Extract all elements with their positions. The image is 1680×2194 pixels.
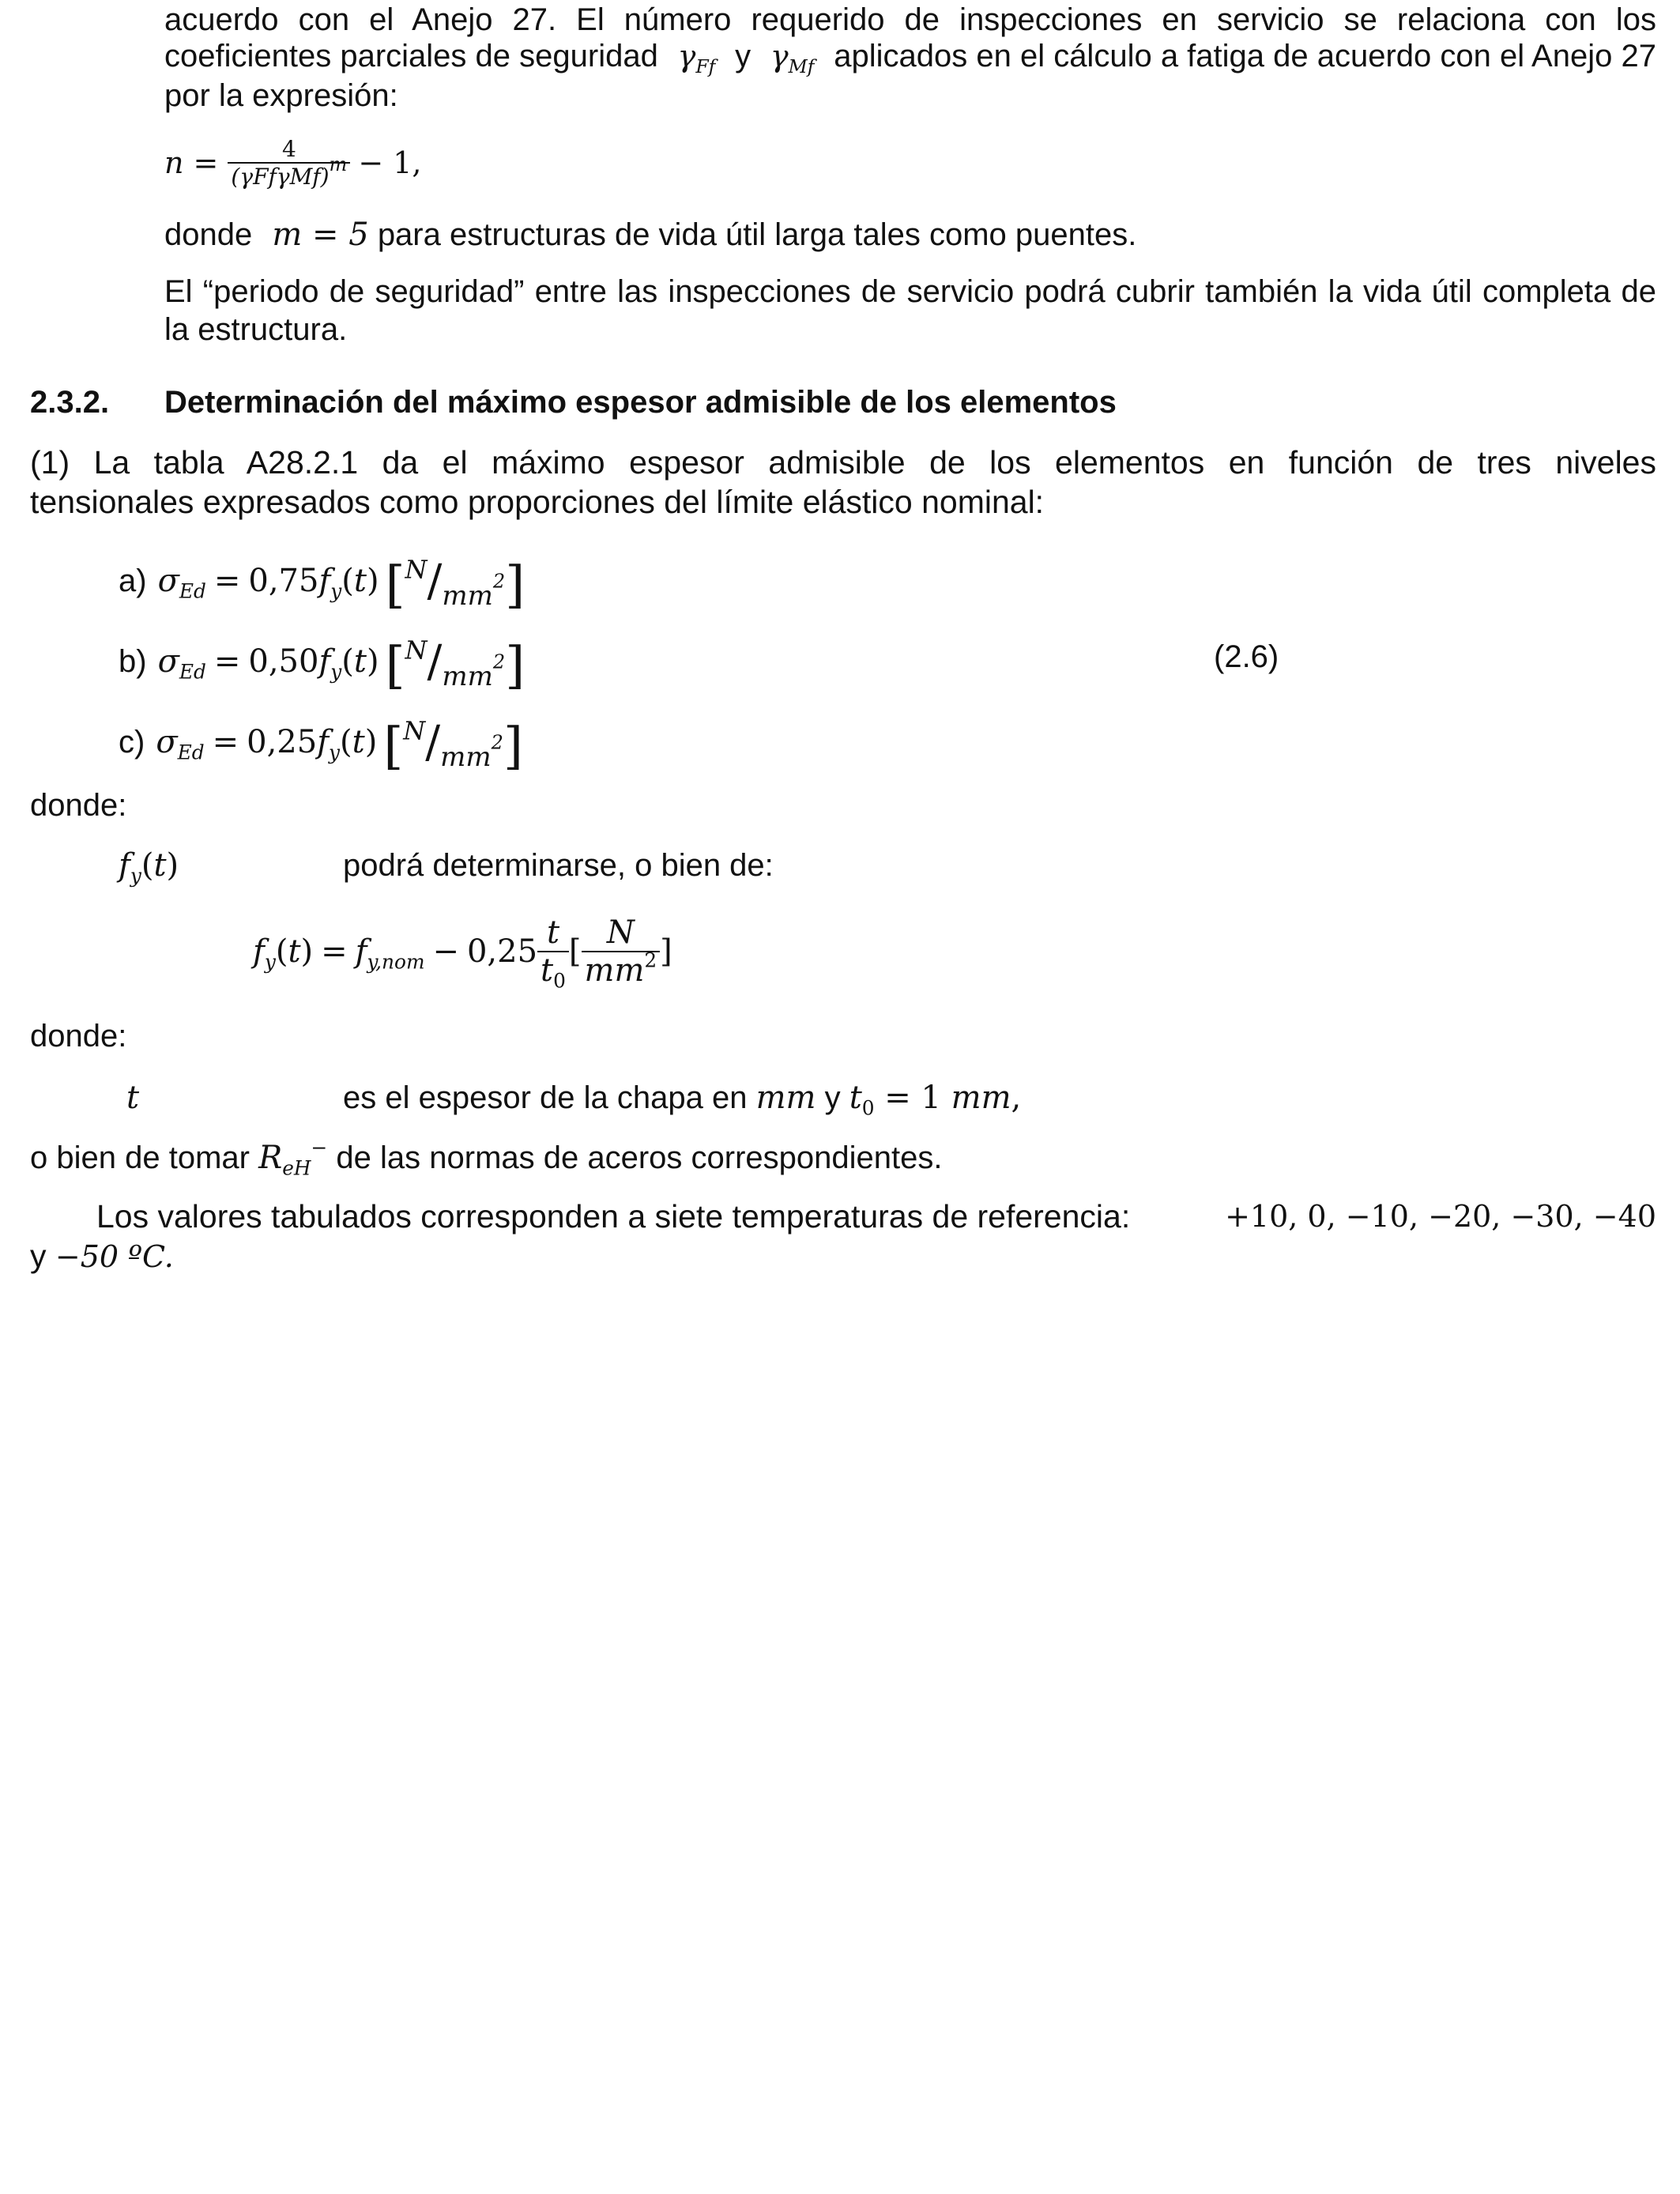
para-safety-line1: El “periodo de seguridad” entre las inspecciones de servicio podrá cubrir también la vida útil completa de [164, 274, 1656, 309]
temps-line1 [96, 1197, 1656, 1236]
stress-level-label: b) [119, 643, 147, 679]
para-1-line1: (1) La tabla A28.2.1 da el máximo espesor admisible de los elementos en función de tres niveles [30, 444, 1656, 481]
fy-formula: $f_y$ ( t ) = $f_{y,nom}$ − 0,25 $\frac{t}{t_0}$ [ $\frac{N}{mm^2}$ ] [253, 914, 672, 993]
t-def-unit: mm [755, 1080, 816, 1116]
fy-symbol: $f_y(t)$ [119, 847, 179, 888]
stress-level-b: b) $\sigma_{Ed}$ = 0,50 $f_y$ ( t ) $[^N/_{mm^2}]$ [119, 635, 525, 696]
stress-level-c: c) $\sigma_{Ed}$ = 0,25 $f_y$ ( t ) $[^N/_{mm^2}]$ [119, 715, 523, 776]
equation-number: (2.6) [1214, 639, 1279, 674]
stress-level-factor: 0,75 [248, 563, 319, 599]
t-def-text [343, 1078, 1021, 1118]
donde-m-text: para estructuras de vida útil larga tales como puentes. [377, 217, 1137, 252]
t-def-y: y [824, 1080, 841, 1115]
donde-m-line [164, 215, 1136, 254]
donde-m-expr: m = 5 [272, 217, 369, 253]
reh-line [30, 1138, 943, 1178]
gamma-ff-symbol: $\gamma_{Ff}$ [677, 39, 716, 78]
formula-n-denominator-text: (γFfγMf) [231, 164, 330, 190]
para-top-line2-text-b: aplicados en el cálculo a fatiga de acuerdo con el Anejo 27 [834, 39, 1656, 74]
para-top-line3: por la expresión: [164, 78, 398, 113]
donde-label-1: donde: [30, 788, 127, 823]
formula-n-lhs: n = [164, 145, 219, 180]
para-top-line2-text-a: coeficientes parciales de seguridad [164, 39, 658, 74]
para-top-line2-y: y [735, 39, 751, 74]
reh-symbol: $R_{eH}^-$ [258, 1136, 328, 1180]
stress-level-a: a) $\sigma_{Ed}$ = 0,75 $f_y$ ( t ) $[^N/_{mm^2}]$ [119, 554, 525, 615]
temps-line2-y: y [30, 1238, 47, 1274]
fy-formula-unit-num: N [606, 914, 635, 951]
stress-level-label: a) [119, 563, 147, 598]
donde-m-label: donde [164, 217, 253, 252]
para-1-line2: tensionales expresados como proporciones del límite elástico nominal: [30, 484, 1045, 520]
t-def-text-a: es el espesor de la chapa en [343, 1080, 748, 1115]
temps-line2 [30, 1236, 174, 1276]
fy-formula-unit-den: $mm^2$ [582, 951, 661, 989]
para-top-line1: acuerdo con el Anejo 27. El número requerido de inspecciones en servicio se relaciona con los [164, 2, 1656, 37]
t-def-t0: $t_0 = 1$ mm, [849, 1080, 1022, 1120]
stress-level-label: c) [119, 724, 145, 760]
temps-line1-text: Los valores tabulados corresponden a siete temperaturas de referencia: [96, 1198, 1131, 1235]
formula-n-tail: − 1, [358, 145, 422, 180]
donde-label-2: donde: [30, 1019, 127, 1054]
formula-n [164, 125, 422, 201]
para-top-line2 [164, 36, 1656, 76]
stress-level-factor: 0,25 [247, 724, 318, 760]
fy-formula-unit [582, 914, 661, 989]
fy-formula-frac-num: t [546, 914, 560, 951]
temps-line1-values: +10, 0, −10, −20, −30, −40 [1225, 1199, 1656, 1234]
para-safety-line2: la estructura. [164, 312, 348, 347]
reh-line-a: o bien de tomar [30, 1140, 250, 1175]
fy-def-text: podrá determinarse, o bien de: [343, 848, 774, 883]
stress-level-factor: 0,50 [248, 643, 319, 680]
formula-n-fraction [228, 136, 350, 190]
reh-line-b: de las normas de aceros correspondientes. [336, 1140, 943, 1175]
temps-line2-value: −50 ºC. [55, 1239, 174, 1274]
formula-n-denominator [228, 153, 350, 190]
section-number: 2.3.2. [30, 385, 110, 420]
fy-formula-fraction [537, 914, 569, 993]
section-title: Determinación del máximo espesor admisible de los elementos [164, 385, 1117, 420]
gamma-mf-symbol: $\gamma_{Mf}$ [770, 39, 815, 78]
t-symbol: t [126, 1080, 140, 1116]
formula-n-numerator: 4 [281, 136, 296, 162]
formula-n-exponent: m [329, 153, 348, 176]
section-heading [30, 383, 1117, 422]
fy-formula-frac-den: $t_0$ [537, 951, 569, 989]
